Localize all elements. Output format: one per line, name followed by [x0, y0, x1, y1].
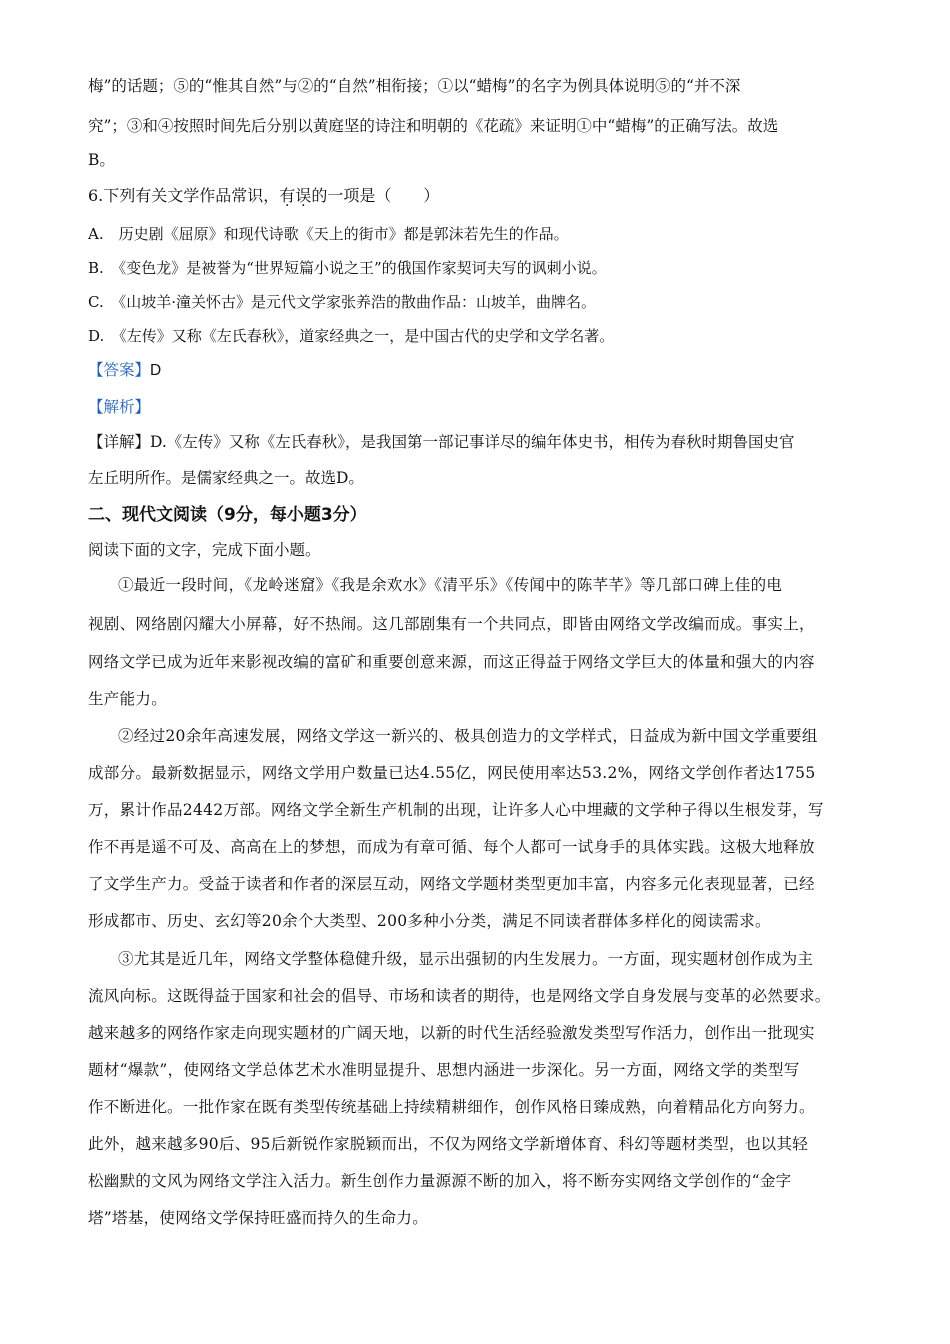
paragraph-2-line: ②经过20余年高速发展，网络文学这一新兴的、极具创造力的文学样式，日益成为新中国文学重要组 — [118, 727, 818, 745]
detail-line: 左丘明所作。是儒家经典之一。故选D。 — [88, 469, 364, 487]
answer-value: D — [150, 362, 162, 379]
analysis-label: 【解析】 — [88, 398, 151, 416]
paragraph-1-line: ①最近一段时间，《龙岭迷窟》《我是余欢水》《清平乐》《传闻中的陈芊芊》等几部口碑上佳的电 — [118, 576, 783, 594]
paragraph-3-line: 此外，越来越多90后、95后新锐作家脱颖而出，不仅为网络文学新增体育、科幻等题材类型，也以其轻 — [88, 1135, 809, 1153]
paragraph-3-line: 题材“爆款”，使网络文学总体艺术水准明显提升、思想内涵进一步深化。另一方面，网络文学的类型写 — [88, 1061, 800, 1079]
option-d: D. 《左传》又称《左氏春秋》，道家经典之一，是中国古代的史学和文学名著。 — [88, 327, 615, 345]
paragraph-3-line: 塔”塔基，使网络文学保持旺盛而持久的生命力。 — [88, 1209, 429, 1227]
option-a: A. 历史剧《屈原》和现代诗歌《天上的街市》都是郭沫若先生的作品。 — [88, 225, 569, 243]
paragraph-2-line: 形成都市、历史、玄幻等20余个大类型、200多种小分类，满足不同读者群体多样化的阅读需求。 — [88, 912, 771, 930]
paragraph-1-line: 生产能力。 — [88, 690, 168, 708]
paragraph-3-line: 作不断进化。一批作家在既有类型传统基础上持续精耕细作，创作风格日臻成熟，向着精品化方向努力。 — [88, 1098, 815, 1116]
prev-explanation-line: 究”；③和④按照时间先后分别以黄庭坚的诗注和明朝的《花疏》来证明①中“蜡梅”的正确写法。故选 — [88, 117, 779, 135]
paragraph-3-line: ③尤其是近几年，网络文学整体稳健升级，显示出强韧的内生发展力。一方面，现实题材创作成为主 — [118, 950, 814, 968]
prev-explanation-line: 梅”的话题；⑤的“惟其自然”与②的“自然”相衔接；①以“蜡梅”的名字为例具体说明⑤的“并不深 — [88, 77, 741, 95]
option-c: C. 《山坡羊·潼关怀古》是元代文学家张养浩的散曲作品：山坡羊，曲牌名。 — [88, 293, 596, 311]
answer-label: 【答案】 — [88, 361, 151, 379]
option-b: B. 《变色龙》是被誉为“世界短篇小说之王”的俄国作家契诃夫写的讽刺小说。 — [88, 259, 607, 277]
detail-line: 【详解】D.《左传》又称《左氏春秋》，是我国第一部记事详尽的编年体史书，相传为春秋时期鲁国史官 — [88, 433, 795, 451]
reading-instruction: 阅读下面的文字，完成下面小题。 — [88, 541, 321, 559]
answer-line — [88, 360, 161, 381]
paragraph-2-line: 作不再是遥不可及、高高在上的梦想，而成为有章可循、每个人都可一试身手的具体实践。这极大地释放 — [88, 838, 815, 856]
paragraph-3-line: 越来越多的网络作家走向现实题材的广阔天地，以新的时代生活经验激发类型写作活力，创作出一批现实 — [88, 1024, 815, 1042]
emphasis-dot-char: 有 — [279, 186, 296, 205]
emphasis-dot-char: 误 — [295, 186, 312, 205]
paragraph-2-line: 了文学生产力。受益于读者和作者的深层互动，网络文学题材类型更加丰富，内容多元化表现显著，已经 — [88, 875, 815, 893]
paragraph-2-line: 万，累计作品2442万部。网络文学全新生产机制的出现，让许多人心中埋藏的文学种子得以生根发芽，写 — [88, 801, 824, 819]
paragraph-3-line: 松幽默的文风为网络文学注入活力。新生创作力量源源不断的加入，将不断夯实网络文学创作的“金字 — [88, 1172, 792, 1190]
paragraph-1-line: 网络文学已成为近年来影视改编的富矿和重要创意来源，而这正得益于网络文学巨大的体量和强大的内容 — [88, 653, 815, 671]
section-heading: 二、现代文阅读（9分，每小题3分） — [88, 505, 367, 525]
question-6-stem: 6.下列有关文学作品常识，有误的一项是（ ） — [88, 186, 440, 205]
prev-explanation-line: B。 — [88, 151, 115, 169]
paragraph-2-line: 成部分。最新数据显示，网络文学用户数量已达4.55亿，网民使用率达53.2%，网络文学创作者达1755 — [88, 764, 816, 782]
paragraph-1-line: 视剧、网络剧闪耀大小屏幕，好不热闹。这几部剧集有一个共同点，即皆由网络文学改编而成。事实上， — [88, 615, 815, 633]
paragraph-3-line: 流风向标。这既得益于国家和社会的倡导、市场和读者的期待，也是网络文学自身发展与变革的必然要求。 — [88, 987, 831, 1005]
